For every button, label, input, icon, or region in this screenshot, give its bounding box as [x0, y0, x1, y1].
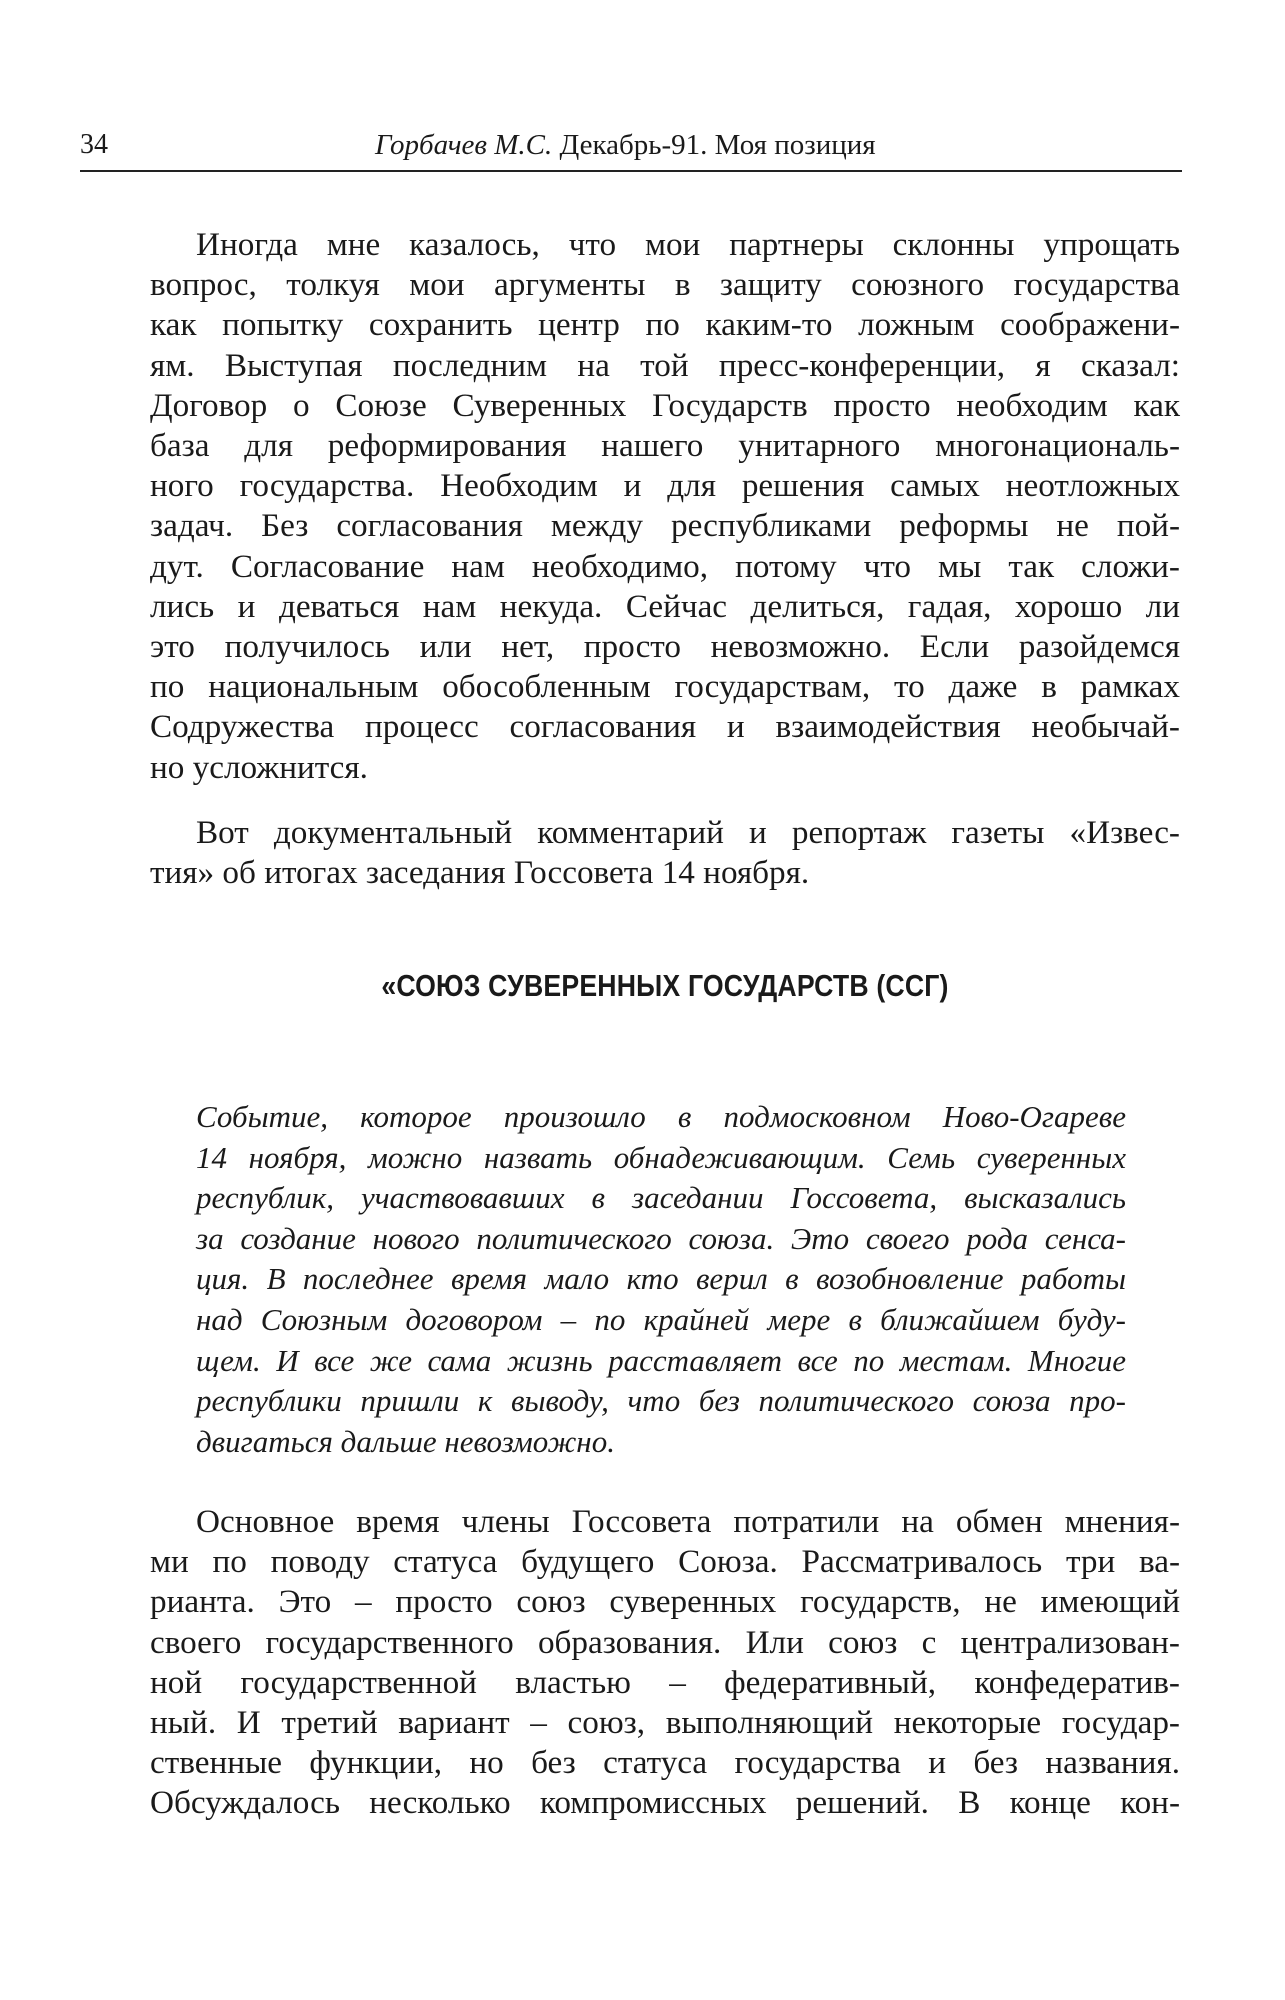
lead-paragraph — [196, 1097, 1126, 1462]
text-line: лись и деваться нам некуда. Сейчас делиться, гадая, хорошо ли — [150, 587, 1180, 625]
text-line: своего государственного образования. Или союз с централизован- — [150, 1623, 1180, 1661]
text-line: рианта. Это – просто союз суверенных государств, не имеющий — [150, 1583, 1180, 1621]
text-line: Обсуждалось несколько компромиссных решений. В конце кон- — [150, 1784, 1180, 1822]
text-line: Основное время члены Госсовета потратили на обмен мнения- — [196, 1503, 1180, 1540]
text-line: ми по поводу статуса будущего Союза. Рассматривалось три ва- — [150, 1543, 1180, 1581]
text-line: ям. Выступая последним на той пресс-конференции, я сказал: — [150, 346, 1180, 384]
running-head — [80, 128, 1182, 172]
paragraph-1 — [150, 225, 1180, 788]
text-line: Договор о Союзе Суверенных Государств просто необходим как — [150, 386, 1180, 424]
text-line: ной государственной властью – федеративный, конфедератив- — [150, 1663, 1180, 1701]
text-line: ственные функции, но без статуса государства и без названия. — [150, 1744, 1180, 1782]
text-line: тия» об итогах заседания Госсовета 14 ноября. — [150, 854, 810, 892]
lead-line: 14 ноября, можно назвать обнадеживающим. Семь суверенных — [196, 1139, 1126, 1175]
text-line: как попытку сохранить центр по каким-то ложным соображени- — [150, 306, 1180, 344]
text-line: база для реформирования нашего унитарного многонациональ- — [150, 427, 1180, 465]
text-line: по национальным обособленным государствам, то даже в рамках — [150, 668, 1180, 706]
running-title-book: Декабрь-91. Моя позиция — [559, 129, 876, 161]
section-heading: «СОЮЗ СУВЕРЕННЫХ ГОСУДАРСТВ (ССГ) — [381, 968, 949, 1003]
lead-line: Событие, которое произошло в подмосковном Ново-Огареве — [196, 1099, 1126, 1134]
lead-line: республики пришли к выводу, что без политического союза про- — [196, 1383, 1126, 1419]
text-line: вопрос, толкуя мои аргументы в защиту союзного государства — [150, 266, 1180, 304]
text-line: Иногда мне казалось, что мои партнеры склонны упрощать — [196, 226, 1180, 263]
page-number: 34 — [80, 129, 108, 160]
lead-line: над Союзным договором – по крайней мере в ближайшем буду- — [196, 1301, 1126, 1337]
lead-line: за создание нового политического союза. Это своего рода сенса- — [196, 1220, 1126, 1256]
text-line: ный. И третий вариант – союз, выполняющий некоторые государ- — [150, 1704, 1180, 1742]
lead-line: ция. В последнее время мало кто верил в возобновление работы — [196, 1261, 1126, 1297]
text-line: ного государства. Необходим и для решения самых неотложных — [150, 467, 1180, 505]
paragraph-3 — [150, 1502, 1180, 1824]
running-title-author: Горбачев М.С. — [375, 129, 553, 161]
running-title — [375, 128, 876, 162]
lead-line: двигаться дальше невозможно. — [196, 1423, 615, 1459]
lead-line: республик, участвовавших в заседании Госсовета, высказались — [196, 1180, 1126, 1216]
text-line: Вот документальный комментарий и репортаж газеты «Извес- — [196, 814, 1180, 851]
text-line: Содружества процесс согласования и взаимодействия необычай- — [150, 708, 1180, 746]
text-line: дут. Согласование нам необходимо, потому что мы так сложи- — [150, 547, 1180, 585]
text-line: это получилось или нет, просто невозможно. Если разойдемся — [150, 628, 1180, 666]
paragraph-2 — [150, 813, 1180, 893]
text-line: задач. Без согласования между республиками реформы не пой- — [150, 507, 1180, 545]
lead-line: щем. И все же сама жизнь расставляет все по местам. Многие — [196, 1342, 1126, 1378]
text-line: но усложнится. — [150, 748, 368, 786]
